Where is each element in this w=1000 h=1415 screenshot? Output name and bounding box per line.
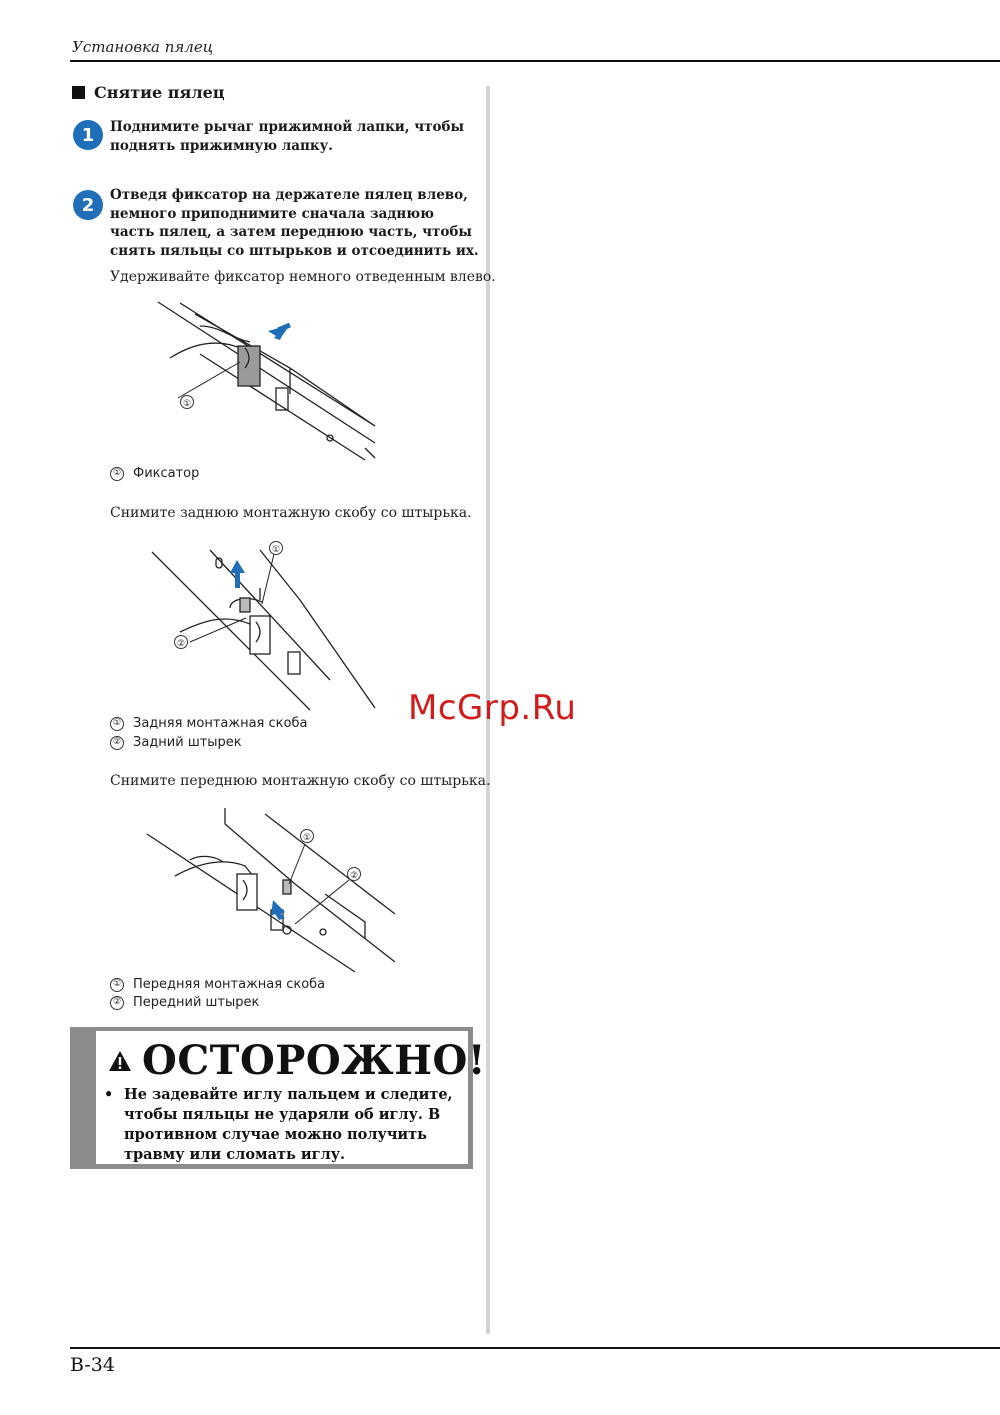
step-1-badge: 1	[73, 120, 103, 150]
figure-3-caption-1	[110, 977, 325, 992]
caption-number: ①	[110, 467, 124, 481]
bullet-marker: •	[104, 1086, 114, 1103]
figure-3-callout-2: ②	[349, 871, 359, 881]
section-title: Снятие пялец	[94, 83, 225, 102]
caution-item	[104, 1085, 464, 1165]
figure-3-callout-1: ①	[302, 833, 312, 843]
figure-1-caption-1	[110, 466, 199, 481]
caption-text: Фиксатор	[133, 466, 200, 481]
step-2-text: Отведя фиксатор на держателе пялец влево, немного приподнимите сначала заднюю часть пялец, а затем переднюю часть, чтобы снять пяльцы со штырьков и отсоединить их.	[110, 187, 479, 259]
header-title: Установка пялец	[72, 38, 214, 56]
step-1-text: Поднимите рычаг прижимной лапки, чтобы поднять прижимную лапку.	[110, 119, 465, 154]
caution-box	[70, 1027, 486, 1169]
caption-text: Задняя монтажная скоба	[133, 716, 308, 731]
figure-3-illustration	[145, 804, 405, 974]
caption-text: Передняя монтажная скоба	[133, 977, 326, 992]
caution-item-text: Не задевайте иглу пальцем и следите, чтобы пяльцы не ударяли об иглу. В противном случае можно получить травму или сломать иглу.	[124, 1086, 453, 1163]
figure-2-illustration	[150, 540, 390, 710]
note-remove-rear: Снимите заднюю монтажную скобу со штырька.	[110, 505, 472, 521]
warning-triangle-icon	[108, 1050, 132, 1072]
caption-number: ①	[110, 717, 124, 731]
figure-3-caption-2	[110, 995, 259, 1010]
caution-content	[96, 1031, 486, 1164]
watermark: McGrp.Ru	[408, 688, 577, 728]
caption-number: ②	[110, 996, 124, 1010]
black-square-icon	[72, 86, 85, 99]
caption-text: Передний штырек	[133, 995, 260, 1010]
caution-title: ОСТОРОЖНО!	[142, 1037, 486, 1084]
caption-number: ①	[110, 978, 124, 992]
note-hold: Удерживайте фиксатор немного отведенным влево.	[110, 269, 496, 285]
note-remove-front: Снимите переднюю монтажную скобу со штырька.	[110, 773, 491, 789]
step-2-badge: 2	[73, 190, 103, 220]
caption-number: ②	[110, 736, 124, 750]
figure-1-illustration	[150, 298, 390, 460]
figure-2-callout-1: ①	[271, 545, 281, 555]
figure-2-callout-2: ②	[176, 639, 186, 649]
header-rule	[70, 60, 1000, 62]
footer-rule	[70, 1347, 1000, 1349]
page-number: B-34	[70, 1354, 115, 1376]
caption-text: Задний штырек	[133, 735, 242, 750]
section-heading	[72, 83, 225, 102]
figure-2-caption-1	[110, 716, 307, 731]
figure-1-callout-1: ①	[182, 399, 192, 409]
caution-heading	[108, 1037, 486, 1084]
figure-2-caption-2	[110, 735, 242, 750]
